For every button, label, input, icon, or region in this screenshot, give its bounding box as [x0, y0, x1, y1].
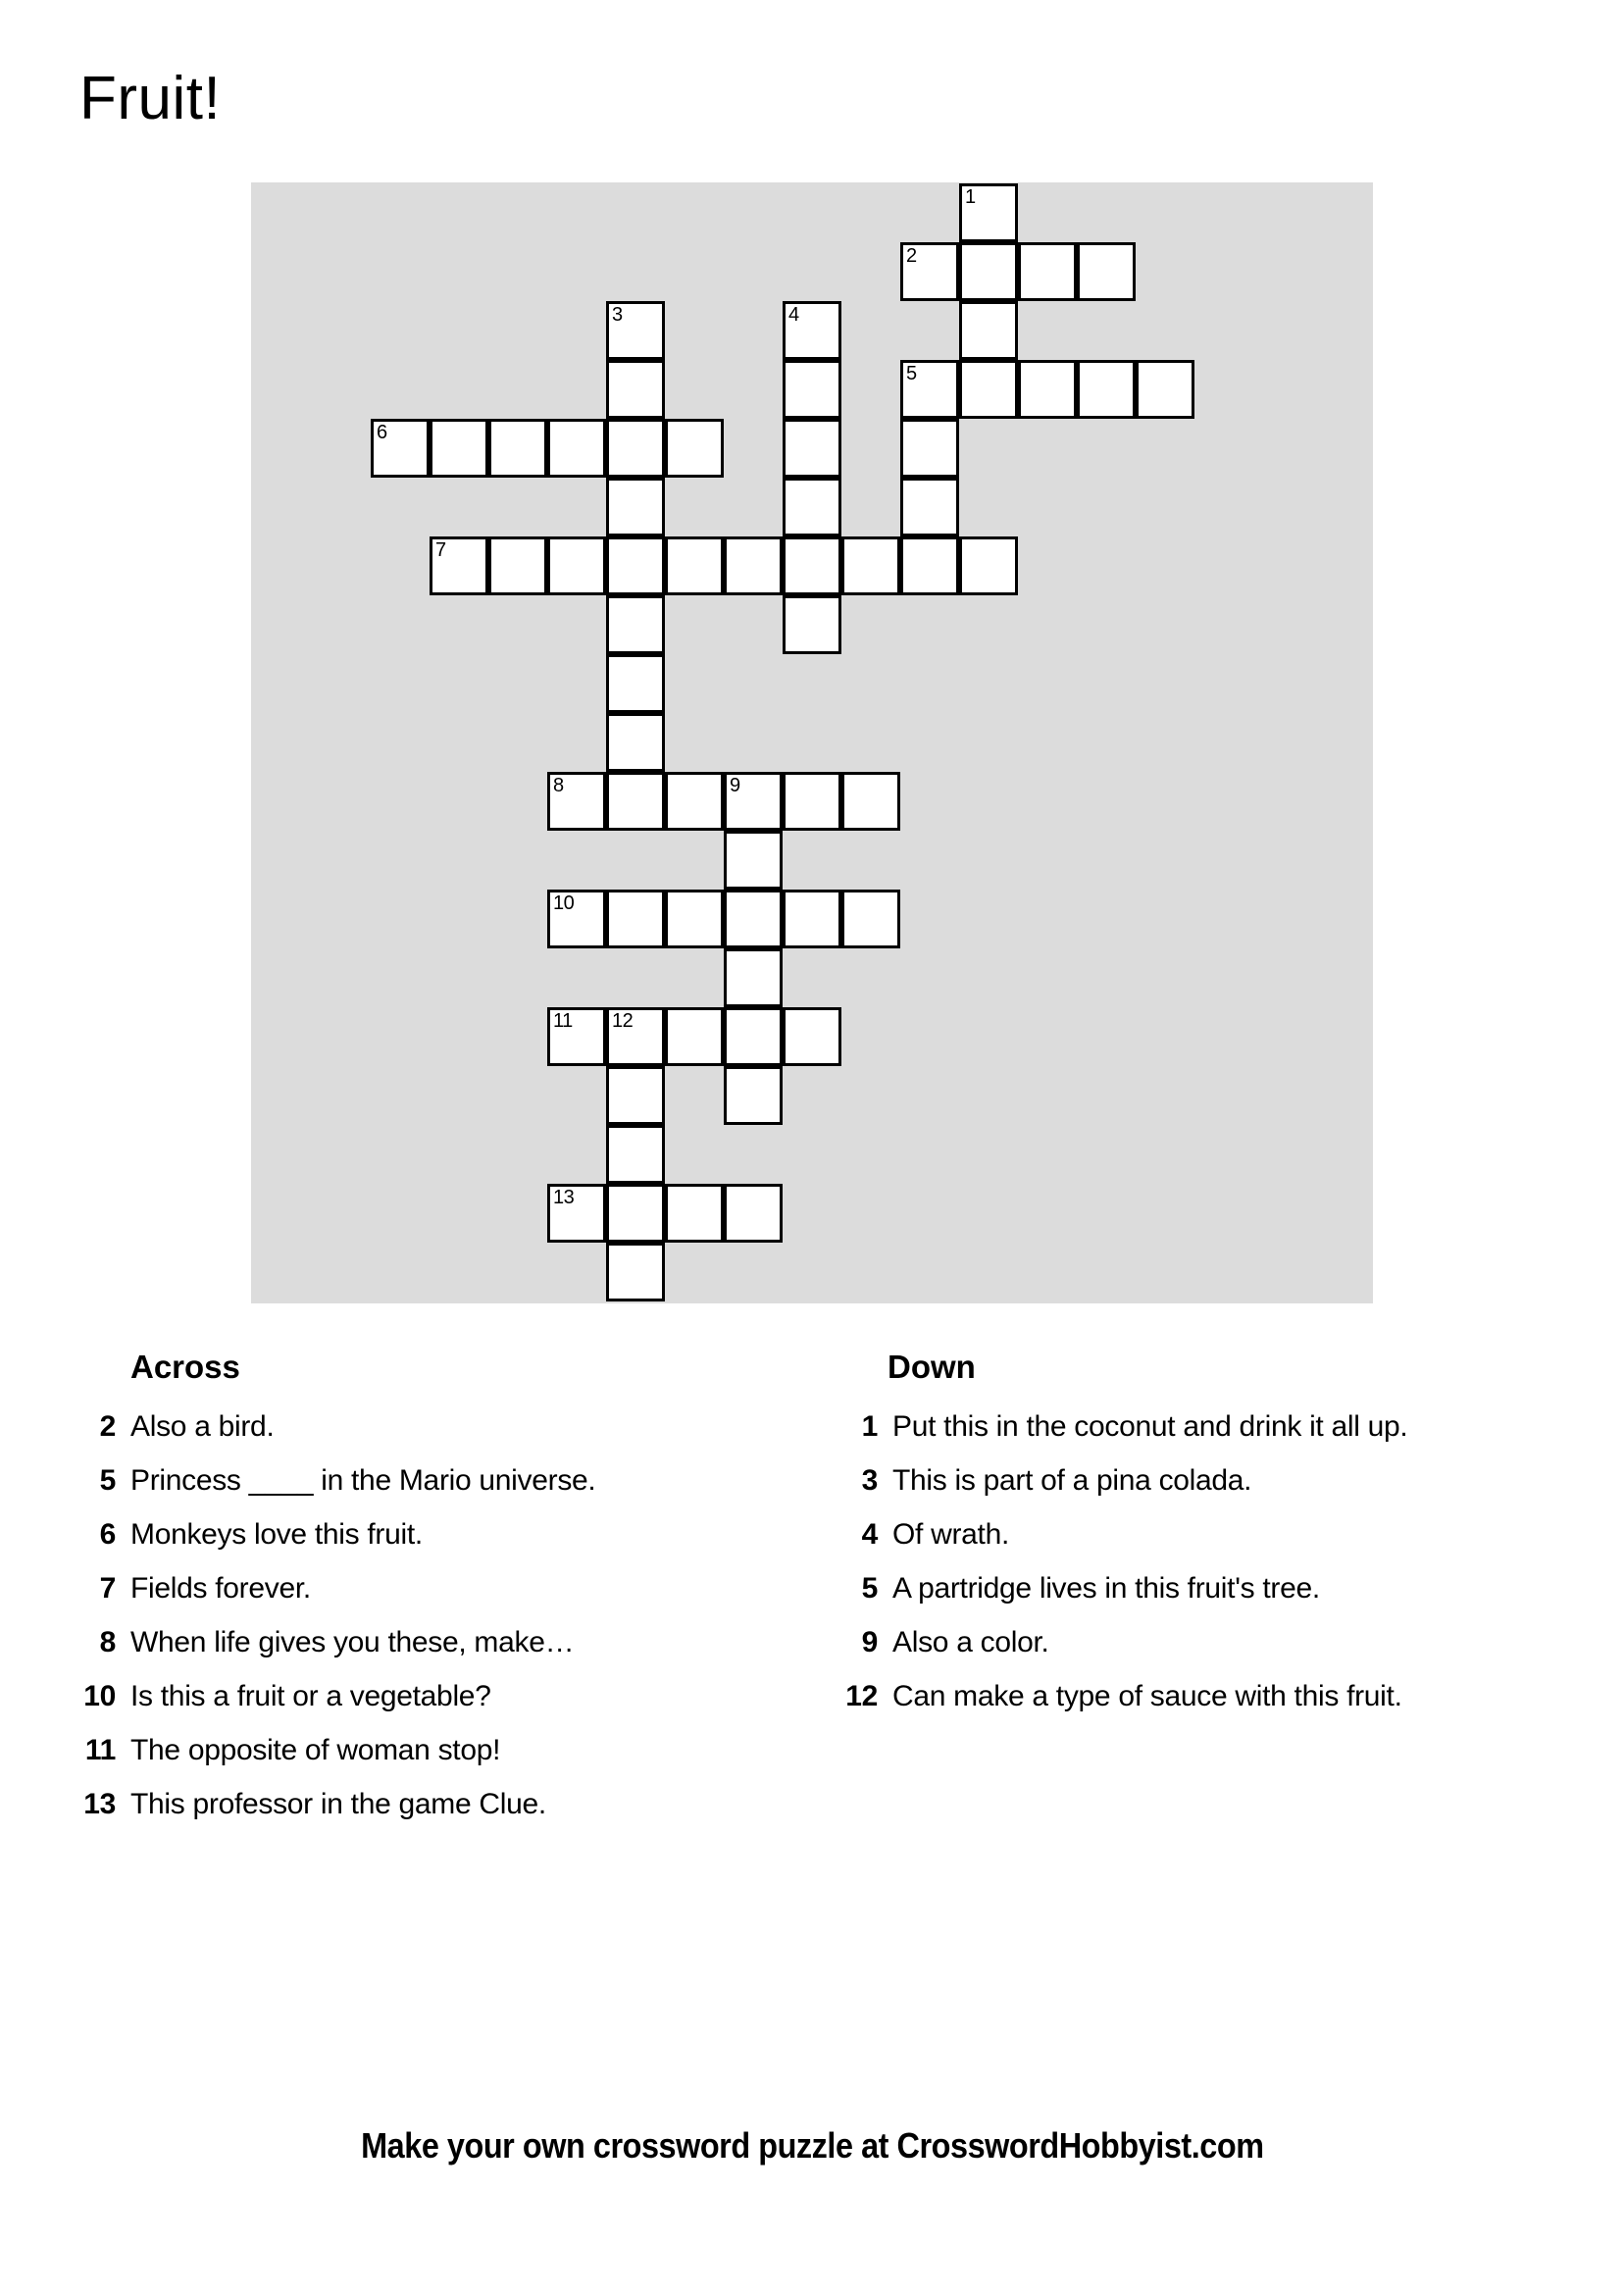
grid-cell [665, 536, 724, 595]
grid-cell [959, 536, 1018, 595]
grid-cell [430, 536, 488, 595]
cell-number: 5 [906, 363, 917, 384]
cell-number: 12 [612, 1010, 634, 1032]
cell-number: 9 [730, 775, 740, 796]
down-clue [831, 1680, 1615, 1734]
clue-text: Monkeys love this fruit. [130, 1518, 423, 1551]
grid-cell [371, 419, 430, 478]
clue-text: When life gives you these, make… [130, 1626, 575, 1658]
grid-cell [841, 890, 900, 948]
across-clue [69, 1734, 775, 1788]
clue-text: Princess ____ in the Mario universe. [130, 1464, 596, 1497]
grid-cell [488, 419, 547, 478]
across-heading: Across [130, 1349, 240, 1385]
clue-number: 5 [861, 1572, 878, 1605]
grid-cell [724, 772, 783, 831]
clue-number: 10 [83, 1680, 116, 1712]
grid-cell [783, 478, 841, 536]
grid-cell [606, 890, 665, 948]
grid-cell [1077, 242, 1136, 301]
grid-cell [959, 360, 1018, 419]
puzzle-canvas [251, 182, 1373, 1303]
grid-cell [783, 419, 841, 478]
grid-cell [606, 772, 665, 831]
cell-number: 4 [788, 304, 799, 326]
clue-number: 6 [99, 1518, 116, 1551]
cell-number: 13 [553, 1187, 575, 1208]
grid-cell [783, 595, 841, 654]
grid-cell [841, 536, 900, 595]
cell-number: 2 [906, 245, 917, 267]
grid-cell [1018, 242, 1077, 301]
cell-number: 11 [553, 1010, 573, 1032]
cell-number: 10 [553, 892, 575, 914]
grid-cell [665, 1184, 724, 1243]
grid-cell [724, 831, 783, 890]
clue-number: 3 [861, 1464, 878, 1497]
grid-cell [900, 242, 959, 301]
clue-number: 1 [861, 1410, 878, 1443]
clue-text: A partridge lives in this fruit's tree. [892, 1572, 1320, 1605]
grid-cell [900, 478, 959, 536]
clue-number: 7 [99, 1572, 116, 1605]
grid-cell [606, 1184, 665, 1243]
grid-cell [606, 1125, 665, 1184]
down-clue [831, 1518, 1615, 1572]
grid-cell [724, 1066, 783, 1125]
clue-number: 5 [99, 1464, 116, 1497]
grid-cell [724, 948, 783, 1007]
down-clue [831, 1410, 1615, 1464]
grid-cell [959, 183, 1018, 242]
footer-text: Make your own crossword puzzle at CrosswordHobbyist.com [360, 2125, 1264, 2166]
grid-cell [959, 242, 1018, 301]
clue-number: 9 [861, 1626, 878, 1658]
grid-cell [547, 419, 606, 478]
across-clue-list [69, 1410, 775, 1842]
grid-cell [430, 419, 488, 478]
down-heading: Down [888, 1349, 976, 1385]
grid-cell [547, 536, 606, 595]
across-clue [69, 1626, 775, 1680]
down-clue-list [831, 1410, 1615, 1734]
grid-cell [783, 772, 841, 831]
cell-number: 1 [965, 186, 976, 208]
clue-text: This is part of a pina colada. [892, 1464, 1252, 1497]
down-clue [831, 1464, 1615, 1518]
grid-cell [900, 536, 959, 595]
clue-text: The opposite of woman stop! [130, 1734, 501, 1766]
clue-text: Put this in the coconut and drink it all up. [892, 1410, 1408, 1443]
clue-number: 4 [861, 1518, 878, 1551]
grid-cell [1018, 360, 1077, 419]
grid-cell [1136, 360, 1194, 419]
grid-cell [900, 419, 959, 478]
clue-number: 12 [845, 1680, 878, 1712]
footer [0, 2125, 1624, 2166]
grid-cell [783, 890, 841, 948]
grid-cell [724, 536, 783, 595]
across-clue [69, 1788, 775, 1842]
down-clue [831, 1626, 1615, 1680]
cell-number: 6 [377, 422, 387, 443]
clue-text: This professor in the game Clue. [130, 1788, 546, 1820]
grid-cell [606, 360, 665, 419]
grid-cell [665, 890, 724, 948]
grid-cell [606, 595, 665, 654]
clue-text: Of wrath. [892, 1518, 1009, 1551]
across-clue [69, 1410, 775, 1464]
grid-cell [724, 890, 783, 948]
across-clue [69, 1518, 775, 1572]
clue-number: 13 [83, 1788, 116, 1820]
grid-cell [606, 1066, 665, 1125]
cell-number: 3 [612, 304, 623, 326]
grid-cell [606, 1007, 665, 1066]
grid-cell [783, 301, 841, 360]
across-clue [69, 1572, 775, 1626]
clue-text: Can make a type of sauce with this fruit. [892, 1680, 1402, 1712]
grid-cell [783, 360, 841, 419]
grid-cell [1077, 360, 1136, 419]
clue-number: 8 [99, 1626, 116, 1658]
grid-cell [900, 360, 959, 419]
clue-number: 2 [99, 1410, 116, 1443]
grid-cell [488, 536, 547, 595]
grid-cell [606, 419, 665, 478]
clue-text: Fields forever. [130, 1572, 311, 1605]
grid-cell [606, 478, 665, 536]
clue-text: Is this a fruit or a vegetable? [130, 1680, 491, 1712]
grid-cell [547, 1184, 606, 1243]
page-title: Fruit! [79, 65, 222, 132]
grid-cell [665, 772, 724, 831]
across-clue [69, 1464, 775, 1518]
grid-cell [547, 890, 606, 948]
grid-cell [606, 1243, 665, 1301]
grid-cell [783, 536, 841, 595]
grid-cell [547, 772, 606, 831]
clue-text: Also a color. [892, 1626, 1049, 1658]
cell-number: 7 [435, 539, 446, 561]
across-clue [69, 1680, 775, 1734]
grid-cell [665, 1007, 724, 1066]
grid-cell [841, 772, 900, 831]
cell-number: 8 [553, 775, 564, 796]
grid-cell [724, 1184, 783, 1243]
grid-cell [606, 654, 665, 713]
grid-cell [665, 419, 724, 478]
down-clue [831, 1572, 1615, 1626]
grid-cell [606, 536, 665, 595]
grid-cell [959, 301, 1018, 360]
clue-number: 11 [84, 1734, 116, 1766]
grid-cell [547, 1007, 606, 1066]
grid-cell [724, 1007, 783, 1066]
clue-text: Also a bird. [130, 1410, 275, 1443]
grid-cell [606, 301, 665, 360]
crossword-grid [251, 182, 1373, 1303]
grid-cell [606, 713, 665, 772]
grid-cell [783, 1007, 841, 1066]
